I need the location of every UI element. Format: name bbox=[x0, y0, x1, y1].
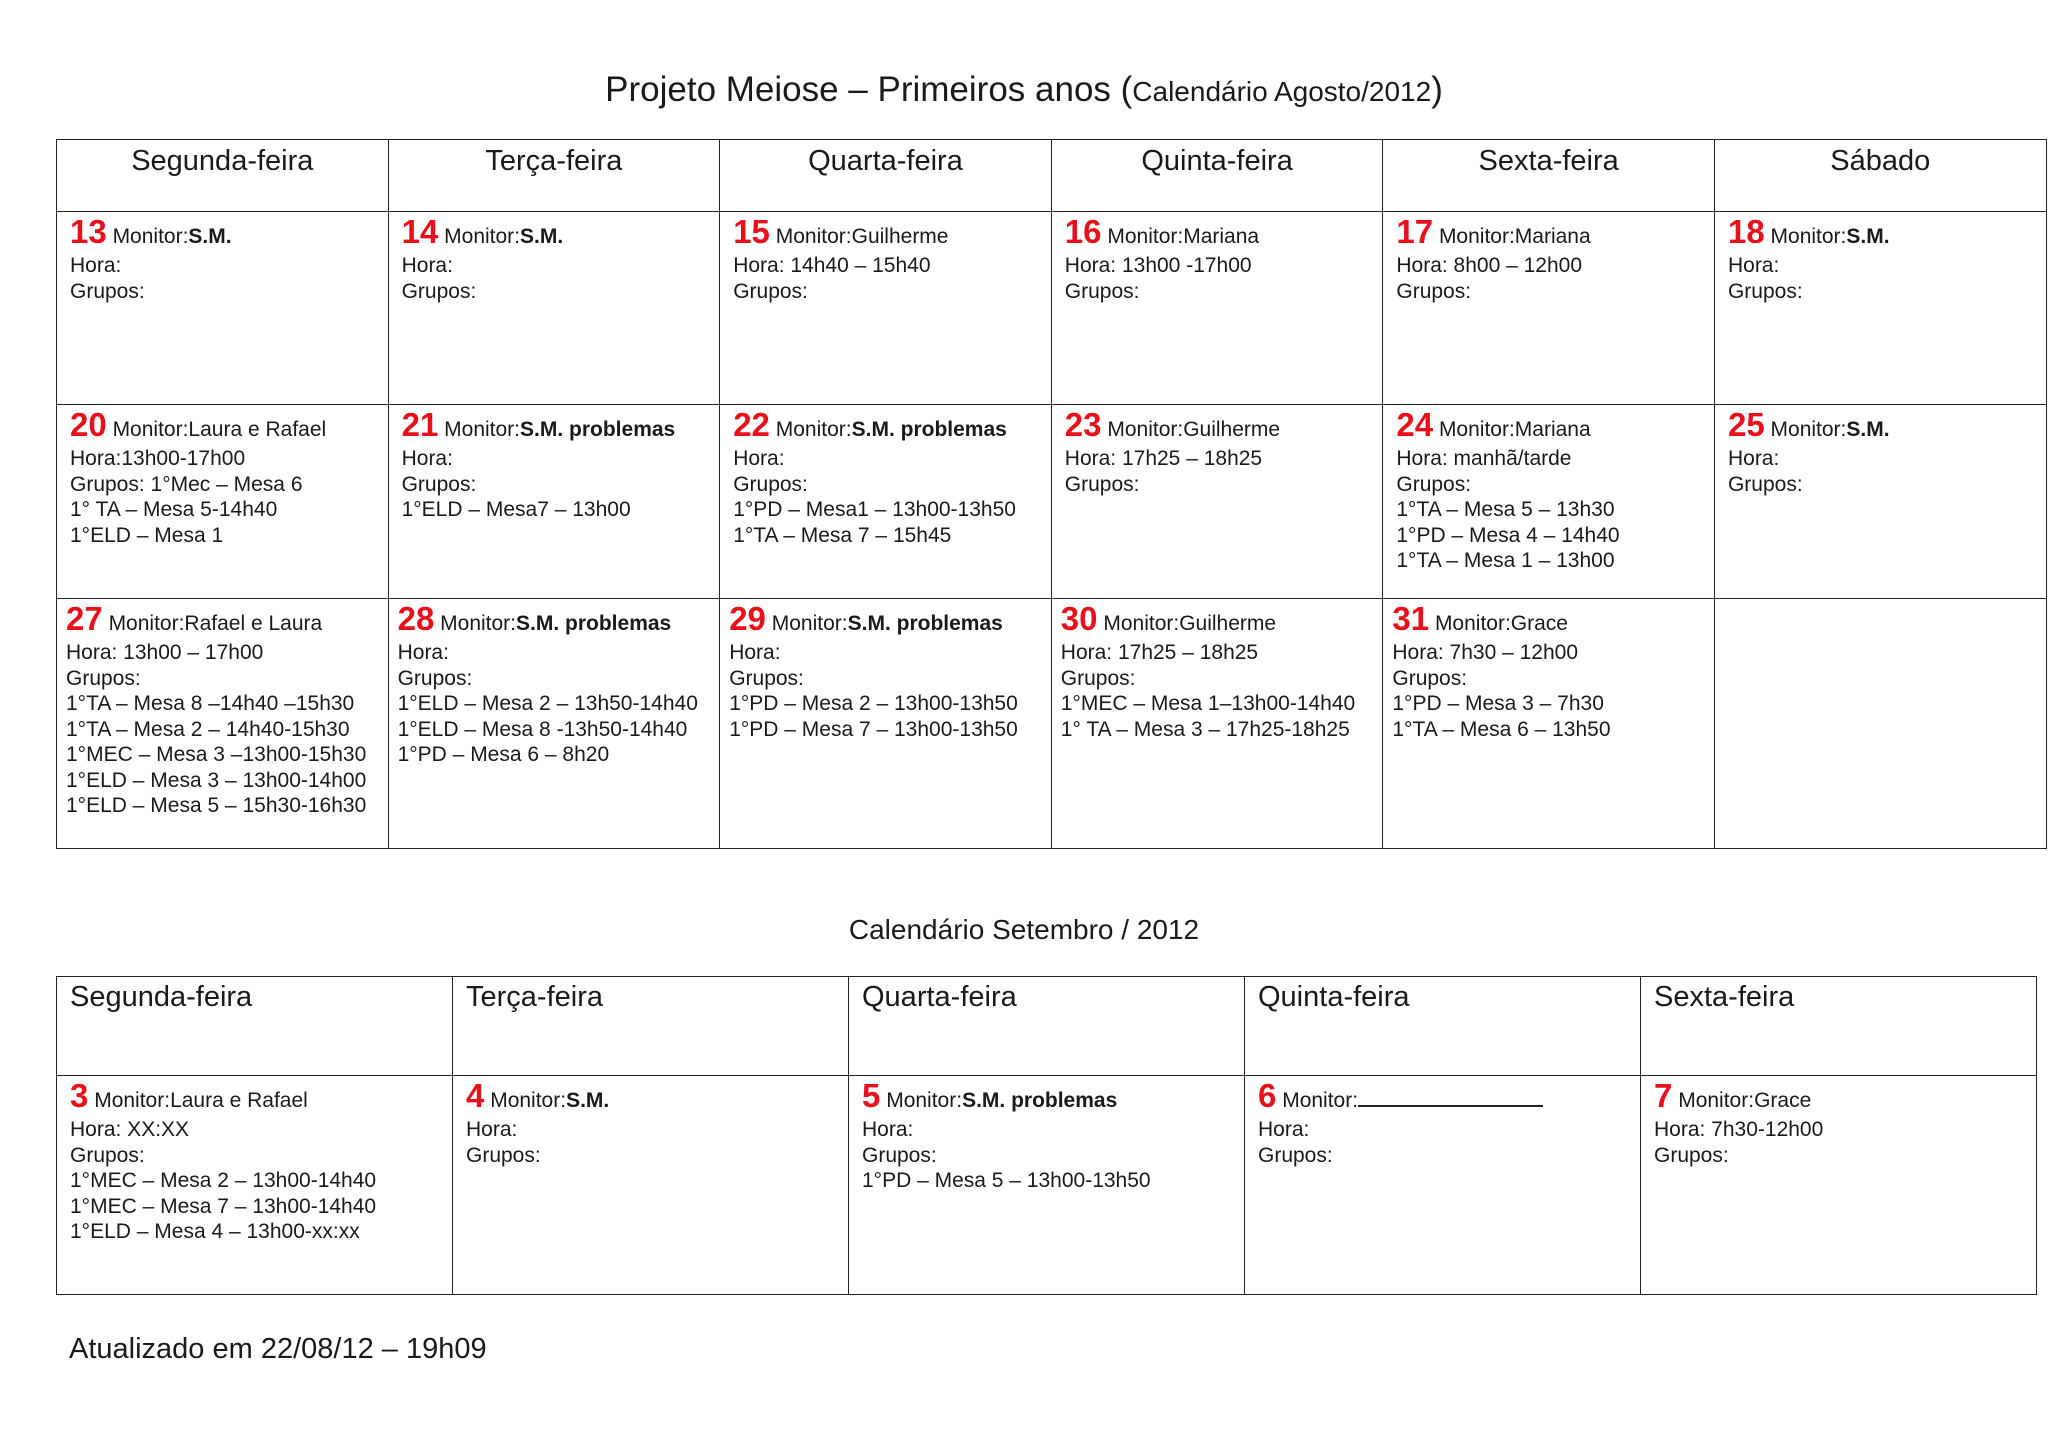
title-main: Projeto Meiose – Primeiros anos ( bbox=[605, 70, 1133, 109]
entry-line: 1°TA – Mesa 8 –14h40 –15h30 bbox=[66, 692, 355, 715]
day-entry bbox=[1715, 212, 2046, 304]
day-number: 25 bbox=[1727, 406, 1765, 443]
monitor-name: S.M. bbox=[188, 225, 232, 248]
monitor-label: Monitor: bbox=[444, 418, 521, 441]
entry-line: 1° TA – Mesa 3 – 17h25-18h25 bbox=[1060, 717, 1350, 741]
monitor-line bbox=[444, 225, 563, 248]
weekday-label: Quarta-feira bbox=[808, 145, 963, 177]
calendar-cell bbox=[57, 212, 389, 405]
calendar-cell bbox=[1714, 212, 2046, 405]
title-sub: Calendário Agosto/2012 bbox=[1132, 76, 1432, 107]
day-header bbox=[1064, 406, 1371, 445]
entry-line: 1°TA – Mesa 5 – 13h30 bbox=[1396, 498, 1615, 521]
entry-line: Hora: bbox=[466, 1118, 518, 1141]
day-header bbox=[66, 600, 376, 639]
day-header bbox=[862, 1077, 1232, 1116]
entry-line: 1°ELD – Mesa 8 -13h50-14h40 bbox=[397, 717, 688, 741]
day-entry bbox=[720, 405, 1051, 548]
day-number: 20 bbox=[70, 406, 107, 443]
monitor-label: Monitor: bbox=[444, 225, 521, 248]
day-header bbox=[1392, 600, 1702, 639]
weekday-header bbox=[388, 140, 720, 212]
day-number: 31 bbox=[1392, 600, 1430, 637]
day-entry bbox=[720, 599, 1051, 742]
monitor-name: Mariana bbox=[1183, 225, 1260, 248]
entry-line: 1°MEC – Mesa 1–13h00-14h40 bbox=[1060, 692, 1356, 715]
monitor-name: S.M. bbox=[1846, 225, 1890, 248]
weekday-header bbox=[849, 977, 1245, 1076]
monitor-name: Grace bbox=[1510, 612, 1568, 635]
day-number: 15 bbox=[733, 213, 770, 250]
entry-line: Grupos: bbox=[401, 472, 477, 496]
entry-line: Grupos: bbox=[1654, 1143, 1729, 1167]
entry-line: 1°ELD – Mesa7 – 13h00 bbox=[401, 498, 631, 521]
weekday-header bbox=[720, 140, 1052, 212]
day-number: 27 bbox=[66, 600, 103, 637]
calendar-cell bbox=[720, 405, 1052, 599]
day-entry bbox=[1383, 599, 1714, 742]
monitor-name: Grace bbox=[1754, 1089, 1812, 1112]
monitor-line bbox=[113, 418, 327, 441]
monitor-label: Monitor: bbox=[112, 225, 189, 248]
monitor-label: Monitor: bbox=[775, 225, 852, 248]
day-entry bbox=[1715, 405, 2046, 497]
weekday-label: Sexta-feira bbox=[1478, 145, 1619, 177]
monitor-label: Monitor: bbox=[771, 612, 848, 635]
day-entry bbox=[389, 405, 720, 523]
entry-line: Hora: 7h30-12h00 bbox=[1654, 1118, 1824, 1141]
monitor-line bbox=[776, 225, 949, 248]
weekday-header bbox=[1245, 977, 1641, 1076]
calendar-cell bbox=[57, 599, 389, 849]
weekday-header bbox=[453, 977, 849, 1076]
entry-line: 1°PD – Mesa 3 – 7h30 bbox=[1392, 692, 1604, 715]
entry-line: 1°ELD – Mesa 2 – 13h50-14h40 bbox=[397, 692, 698, 715]
day-header bbox=[70, 406, 376, 445]
day-header bbox=[401, 406, 708, 445]
day-number: 28 bbox=[397, 600, 435, 637]
weekday-label: Terça-feira bbox=[485, 145, 623, 177]
calendar-cell bbox=[720, 212, 1052, 405]
day-entry bbox=[720, 212, 1051, 304]
calendar-cell bbox=[720, 599, 1052, 849]
page-title bbox=[0, 70, 2048, 112]
day-number: 22 bbox=[733, 406, 770, 443]
monitor-label: Monitor: bbox=[775, 418, 852, 441]
entry-line: 1°ELD – Mesa 5 – 15h30-16h30 bbox=[66, 794, 367, 817]
day-number: 29 bbox=[729, 600, 766, 637]
entry-line: Grupos: 1°Mec – Mesa 6 bbox=[70, 472, 303, 496]
entry-line: Grupos: bbox=[1396, 279, 1472, 303]
monitor-line bbox=[1103, 612, 1276, 635]
weekday-label: Sábado bbox=[1830, 145, 1931, 177]
day-header bbox=[70, 1077, 440, 1116]
entry-line: 1°PD – Mesa 6 – 8h20 bbox=[397, 743, 610, 766]
monitor-line bbox=[1771, 225, 1890, 248]
day-entry bbox=[57, 1076, 452, 1245]
weekday-label: Segunda-feira bbox=[131, 145, 314, 177]
entry-line: Hora: manhã/tarde bbox=[1396, 447, 1572, 470]
entry-line: Grupos: bbox=[1258, 1143, 1333, 1167]
calendar-cell bbox=[388, 599, 720, 849]
day-header bbox=[1727, 406, 2034, 445]
monitor-blank-line bbox=[1358, 1087, 1543, 1107]
day-entry bbox=[1383, 212, 1714, 304]
day-entry bbox=[1641, 1076, 2036, 1168]
entry-line: Hora: bbox=[401, 447, 453, 470]
entry-line: Hora: bbox=[862, 1118, 914, 1141]
week-row bbox=[57, 599, 2047, 849]
entry-line: 1°TA – Mesa 1 – 13h00 bbox=[1396, 549, 1615, 572]
entry-line: 1°ELD – Mesa 3 – 13h00-14h00 bbox=[66, 768, 367, 792]
entry-line: Grupos: bbox=[862, 1143, 937, 1167]
day-number: 7 bbox=[1654, 1077, 1673, 1114]
calendar-cell bbox=[849, 1076, 1245, 1295]
weekday-header bbox=[1714, 140, 2046, 212]
entry-line: Grupos: bbox=[1064, 279, 1140, 303]
day-header bbox=[397, 600, 708, 639]
day-entry bbox=[1052, 405, 1383, 497]
entry-line: Hora: XX:XX bbox=[70, 1118, 190, 1141]
weekday-header bbox=[1383, 140, 1715, 212]
monitor-label: Monitor: bbox=[1107, 225, 1184, 248]
monitor-label: Monitor: bbox=[1770, 225, 1847, 248]
monitor-line bbox=[444, 418, 675, 441]
entry-line: Hora: 17h25 – 18h25 bbox=[1064, 447, 1263, 470]
day-number: 5 bbox=[862, 1077, 881, 1114]
entry-line: Grupos: bbox=[1064, 472, 1140, 496]
monitor-label: Monitor: bbox=[94, 1089, 171, 1112]
calendar-cell bbox=[1051, 599, 1383, 849]
day-number: 4 bbox=[466, 1077, 485, 1114]
monitor-line bbox=[1678, 1089, 1811, 1112]
day-number: 13 bbox=[70, 213, 107, 250]
monitor-line bbox=[1439, 225, 1591, 248]
day-number: 18 bbox=[1727, 213, 1765, 250]
entry-line: Hora: bbox=[1258, 1118, 1310, 1141]
calendar-cell bbox=[1051, 212, 1383, 405]
calendar-cell bbox=[1383, 212, 1715, 405]
entry-line: Grupos: bbox=[401, 279, 477, 303]
day-entry bbox=[1383, 405, 1714, 574]
calendar-cell bbox=[1051, 405, 1383, 599]
day-header bbox=[466, 1077, 836, 1116]
monitor-name: Laura e Rafael bbox=[188, 418, 327, 441]
monitor-label: Monitor: bbox=[1438, 225, 1515, 248]
calendar-cell bbox=[1641, 1076, 2037, 1295]
september-title: Calendário Setembro / 2012 bbox=[848, 914, 1200, 945]
entry-line: Hora:13h00-17h00 bbox=[70, 447, 246, 470]
entry-line: Hora: 13h00 -17h00 bbox=[1064, 254, 1252, 277]
entry-line: 1°ELD – Mesa 4 – 13h00-xx:xx bbox=[70, 1220, 360, 1243]
monitor-line bbox=[1771, 418, 1890, 441]
week-row bbox=[57, 405, 2047, 599]
monitor-label: Monitor: bbox=[1103, 612, 1180, 635]
weekday-label: Quarta-feira bbox=[862, 981, 1017, 1013]
monitor-label: Monitor: bbox=[112, 418, 189, 441]
weekday-label: Sexta-feira bbox=[1654, 981, 1795, 1013]
entry-line: 1°TA – Mesa 7 – 15h45 bbox=[733, 523, 952, 547]
entry-line: Hora: 14h40 – 15h40 bbox=[733, 254, 931, 277]
entry-line: 1°MEC – Mesa 7 – 13h00-14h40 bbox=[70, 1194, 377, 1218]
calendar-cell bbox=[57, 1076, 453, 1295]
entry-line: Grupos: bbox=[729, 666, 804, 690]
entry-line: Hora: bbox=[729, 641, 781, 664]
title-close: ) bbox=[1431, 70, 1443, 109]
entry-line: Hora: bbox=[70, 254, 122, 277]
day-entry bbox=[389, 212, 720, 304]
monitor-name: Guilherme bbox=[851, 225, 949, 248]
day-number: 30 bbox=[1060, 600, 1098, 637]
monitor-name: S.M. problemas bbox=[851, 418, 1007, 441]
entry-line: Grupos: bbox=[1060, 666, 1136, 690]
entry-line: Grupos: bbox=[733, 472, 808, 496]
entry-line: Hora: bbox=[1727, 447, 1780, 470]
day-entry bbox=[389, 599, 720, 768]
monitor-label: Monitor: bbox=[1282, 1089, 1359, 1112]
monitor-name: S.M. problemas bbox=[847, 612, 1003, 635]
day-header bbox=[1396, 406, 1702, 445]
day-header bbox=[1654, 1077, 2024, 1116]
entry-line: Hora: 13h00 – 17h00 bbox=[66, 641, 264, 664]
september-calendar bbox=[56, 976, 2037, 1295]
entry-line: Hora: 7h30 – 12h00 bbox=[1392, 641, 1579, 664]
entry-line: Hora: bbox=[733, 447, 785, 470]
entry-line: 1°PD – Mesa 7 – 13h00-13h50 bbox=[729, 717, 1018, 741]
monitor-name: S.M. bbox=[1846, 418, 1890, 441]
day-entry bbox=[1052, 212, 1383, 304]
day-number: 17 bbox=[1396, 213, 1434, 250]
entry-line: Grupos: bbox=[70, 1143, 145, 1167]
entry-line: 1°ELD – Mesa 1 bbox=[70, 523, 224, 547]
monitor-line bbox=[776, 418, 1007, 441]
entry-line: Grupos: bbox=[733, 279, 808, 303]
monitor-name: Mariana bbox=[1514, 418, 1591, 441]
entry-line: Hora: bbox=[1727, 254, 1780, 277]
entry-line: Hora: 17h25 – 18h25 bbox=[1060, 641, 1259, 664]
entry-line: 1°MEC – Mesa 3 –13h00-15h30 bbox=[66, 743, 367, 766]
monitor-line bbox=[109, 612, 323, 635]
calendar-cell bbox=[1714, 599, 2046, 849]
calendar-cell bbox=[1245, 1076, 1641, 1295]
monitor-line bbox=[1435, 612, 1568, 635]
weekday-header bbox=[1641, 977, 2037, 1076]
monitor-name: S.M. bbox=[520, 225, 564, 248]
day-entry bbox=[453, 1076, 848, 1168]
monitor-name: Guilherme bbox=[1183, 418, 1281, 441]
entry-line: Grupos: bbox=[397, 666, 473, 690]
weekday-label: Quinta-feira bbox=[1258, 981, 1410, 1013]
entry-line: 1°PD – Mesa 2 – 13h00-13h50 bbox=[729, 692, 1018, 715]
day-entry bbox=[1245, 1076, 1640, 1168]
calendar-cell bbox=[57, 405, 389, 599]
monitor-line bbox=[440, 612, 671, 635]
entry-line: Grupos: bbox=[1727, 279, 1803, 303]
monitor-label: Monitor: bbox=[1438, 418, 1515, 441]
monitor-line bbox=[1439, 418, 1591, 441]
monitor-line bbox=[1107, 225, 1259, 248]
entry-line: Grupos: bbox=[1727, 472, 1803, 496]
monitor-name: Mariana bbox=[1514, 225, 1591, 248]
day-number: 24 bbox=[1396, 406, 1434, 443]
monitor-line bbox=[1282, 1089, 1543, 1112]
monitor-line bbox=[772, 612, 1003, 635]
day-number: 3 bbox=[70, 1077, 89, 1114]
day-header bbox=[1064, 213, 1371, 252]
monitor-name: Laura e Rafael bbox=[170, 1089, 308, 1112]
monitor-label: Monitor: bbox=[1770, 418, 1847, 441]
entry-line: 1°PD – Mesa 5 – 13h00-13h50 bbox=[862, 1169, 1151, 1192]
entry-line: Grupos: bbox=[66, 666, 141, 690]
monitor-name: S.M. bbox=[566, 1089, 610, 1112]
entry-line: Grupos: bbox=[1396, 472, 1472, 496]
monitor-label: Monitor: bbox=[490, 1089, 567, 1112]
week-row bbox=[57, 212, 2047, 405]
day-header bbox=[1396, 213, 1702, 252]
entry-line: Hora: bbox=[397, 641, 449, 664]
day-header bbox=[733, 213, 1039, 252]
weekday-header bbox=[1051, 140, 1383, 212]
calendar-cell bbox=[1383, 599, 1715, 849]
monitor-line bbox=[1107, 418, 1280, 441]
entry-line: 1°MEC – Mesa 2 – 13h00-14h40 bbox=[70, 1169, 377, 1192]
monitor-name: Guilherme bbox=[1179, 612, 1277, 635]
calendar-cell bbox=[453, 1076, 849, 1295]
entry-line: 1°PD – Mesa 4 – 14h40 bbox=[1396, 523, 1620, 547]
day-entry bbox=[57, 599, 388, 819]
day-number: 14 bbox=[401, 213, 439, 250]
monitor-label: Monitor: bbox=[1107, 418, 1184, 441]
entry-line: Hora: bbox=[401, 254, 453, 277]
day-number: 23 bbox=[1064, 406, 1102, 443]
day-header bbox=[70, 213, 376, 252]
monitor-name: S.M. problemas bbox=[962, 1089, 1118, 1112]
weekday-label: Segunda-feira bbox=[70, 981, 253, 1013]
day-entry bbox=[849, 1076, 1244, 1194]
day-header bbox=[733, 406, 1039, 445]
day-entry bbox=[1052, 599, 1383, 742]
monitor-line bbox=[490, 1089, 609, 1112]
day-header bbox=[401, 213, 708, 252]
day-header bbox=[729, 600, 1039, 639]
monitor-label: Monitor: bbox=[886, 1089, 963, 1112]
monitor-line bbox=[94, 1089, 308, 1112]
entry-line: 1° TA – Mesa 5-14h40 bbox=[70, 498, 278, 521]
day-header bbox=[1727, 213, 2034, 252]
updated-footer: Atualizado em 22/08/12 – 19h09 bbox=[69, 1333, 487, 1365]
day-number: 16 bbox=[1064, 213, 1102, 250]
day-number: 6 bbox=[1258, 1077, 1277, 1114]
monitor-line bbox=[113, 225, 232, 248]
day-number: 21 bbox=[401, 406, 439, 443]
monitor-label: Monitor: bbox=[1678, 1089, 1755, 1112]
weekday-label: Quinta-feira bbox=[1141, 145, 1293, 177]
august-calendar bbox=[56, 139, 2047, 849]
calendar-cell bbox=[1714, 405, 2046, 599]
day-entry bbox=[57, 212, 388, 304]
monitor-name: S.M. problemas bbox=[520, 418, 676, 441]
entry-line: Grupos: bbox=[466, 1143, 541, 1167]
entry-line: Grupos: bbox=[1392, 666, 1468, 690]
entry-line: 1°TA – Mesa 2 – 14h40-15h30 bbox=[66, 717, 350, 741]
monitor-label: Monitor: bbox=[440, 612, 517, 635]
entry-line: Hora: 8h00 – 12h00 bbox=[1396, 254, 1583, 277]
weekday-header bbox=[57, 977, 453, 1076]
weekday-label: Terça-feira bbox=[466, 981, 603, 1013]
day-header bbox=[1060, 600, 1371, 639]
calendar-cell bbox=[388, 212, 720, 405]
entry-line: 1°PD – Mesa1 – 13h00-13h50 bbox=[733, 498, 1016, 521]
day-header bbox=[1258, 1077, 1628, 1116]
weekday-header bbox=[57, 140, 389, 212]
monitor-label: Monitor: bbox=[1434, 612, 1511, 635]
entry-line: Grupos: bbox=[70, 279, 145, 303]
calendar-cell bbox=[1383, 405, 1715, 599]
entry-line: 1°TA – Mesa 6 – 13h50 bbox=[1392, 717, 1611, 741]
monitor-name: S.M. problemas bbox=[516, 612, 672, 635]
monitor-line bbox=[886, 1089, 1117, 1112]
day-entry bbox=[57, 405, 388, 548]
calendar-cell bbox=[388, 405, 720, 599]
monitor-name: Rafael e Laura bbox=[184, 612, 323, 635]
monitor-label: Monitor: bbox=[108, 612, 185, 635]
